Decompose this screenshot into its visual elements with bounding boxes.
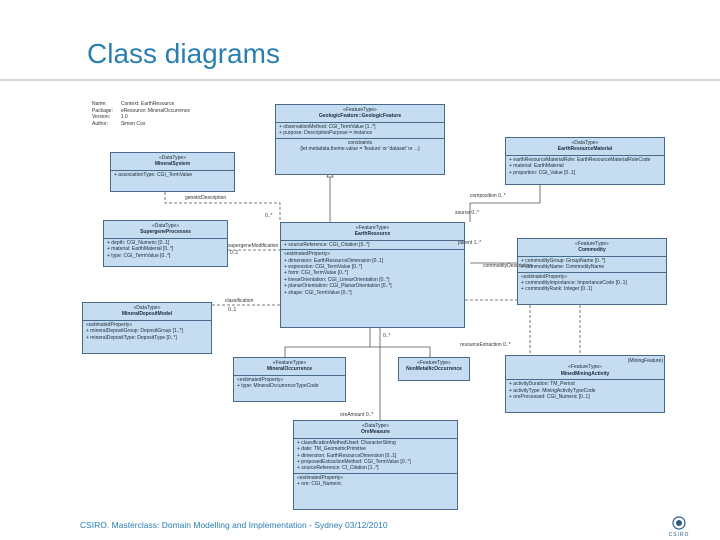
label-parent: parent 1..* — [458, 240, 482, 246]
label-source: source 0..* — [455, 210, 479, 216]
label-multiplicity: 0..1 — [228, 307, 237, 313]
nonmetallic-line — [370, 347, 430, 357]
occurrence-line — [285, 328, 370, 357]
class-earth-resource: «FeatureType» EarthResource + sourceReference: CGI_Citation [0..*] «estimatedProperty» + dimension: EarthResourceDimension [0..1] + expression: CGI_TermValue [0..*] + form: CGI_TermValue [0..*] + linearOrientation: CGI_LinearOrientation [0..*] + planarOrientation: CGI_PlanarOrientation [0..*] + shape: CGI_TermValue [0..*] — [280, 222, 465, 328]
class-mineral-system: «DataType» MineralSystem + associationType: CGI_TermValue — [110, 152, 235, 192]
class-non-metallic-occurrence: «FeatureType» NonMetallicOccurrence — [398, 357, 470, 381]
label-multiplicity: 0..1 — [230, 250, 239, 256]
label-classification: classification — [225, 298, 254, 304]
label-composition: composition 0..* — [470, 193, 506, 199]
composition-line — [470, 185, 540, 222]
class-geologic-feature: «FeatureType» GeologicFeature::GeologicFeature + observationMethod: CGI_TermValue [1..*] + purpose: DescriptionPurpose = instance constraints {let metadata.theme.value = 'feature' or 'dataset' or ...} — [275, 104, 445, 175]
label-genetic: geneticDescription — [185, 195, 227, 201]
class-mineral-deposit-model: «DataType» MineralDepositModel «estimatedProperty» + mineralDepositGroup: DepositGroup [1..*] + mineralDepositType: DepositType [0..*] — [82, 302, 212, 354]
slide-title: Class diagrams — [87, 38, 280, 69]
class-mining-activity: (MiningFeature) «FeatureType» MinedMiningActivity + activityDuration: TM_Period + activityType: MiningActivityTypeCode + oreProcessed: CGI_Numeric [0..1] — [505, 355, 665, 413]
label-supergene-mod: supergeneModification — [228, 243, 279, 249]
class-mineral-occurrence: «FeatureType» MineralOccurrence «estimatedProperty» + type: MineralOccurrenceTypeCode — [233, 357, 346, 402]
label-ore-amount: oreAmount 0..* — [340, 412, 374, 418]
label-resource-extraction: resourceExtraction 0..* — [460, 342, 511, 348]
logo-emblem — [667, 516, 691, 530]
class-earth-resource-material: «DataType» EarthResourceMaterial + earthResourceMaterialRole: EarthResourceMaterialRoleCode + material: EarthMaterial + proportion: CGI_Value [0..1] — [505, 137, 665, 185]
label-commodity-desc: commodityDescription — [483, 263, 533, 269]
footer-text: CSIRO. Masterclass: Domain Modelling and Implementation - Sydney 03/12/2010 — [80, 520, 388, 530]
csiro-logo — [666, 516, 692, 538]
logo-text: CSIRO — [668, 532, 690, 538]
label-multiplicity: 0..* — [383, 333, 391, 339]
class-supergene-processes: «DataType» SupergeneProcesses + depth: CGI_Numeric [0..1] + material: EarthMaterial [0..*] + type: CGI_TermValue [0..*] — [103, 220, 228, 267]
label-multiplicity: 0..* — [265, 213, 273, 219]
diagram-metadata: Name: Context: EarthResource Package: eResource::MineralOccurrence Version: 1.0 Author: Simon Cox — [92, 101, 191, 127]
class-commodity: «FeatureType» Commodity + commodityGroup: GroupName [0..*] + commodityName: CommodityName «estimatedProperty» + commodityImportance: ImportanceCode [0..1] + commodityRank: Integer [0..1] — [517, 238, 667, 305]
class-ore-measure: «DataType» OreMeasure + classificationMethodUsed: CharacterString + date: TM_GeometricPrimitive + dimension: EarthResourceDimension [0..1] + proposedExtractionMethod: CGI_TermValue [0..*] + sourceReference: CI_Citation [1..*] «estimatedProperty» + ore: CGI_Numeric — [293, 420, 458, 510]
